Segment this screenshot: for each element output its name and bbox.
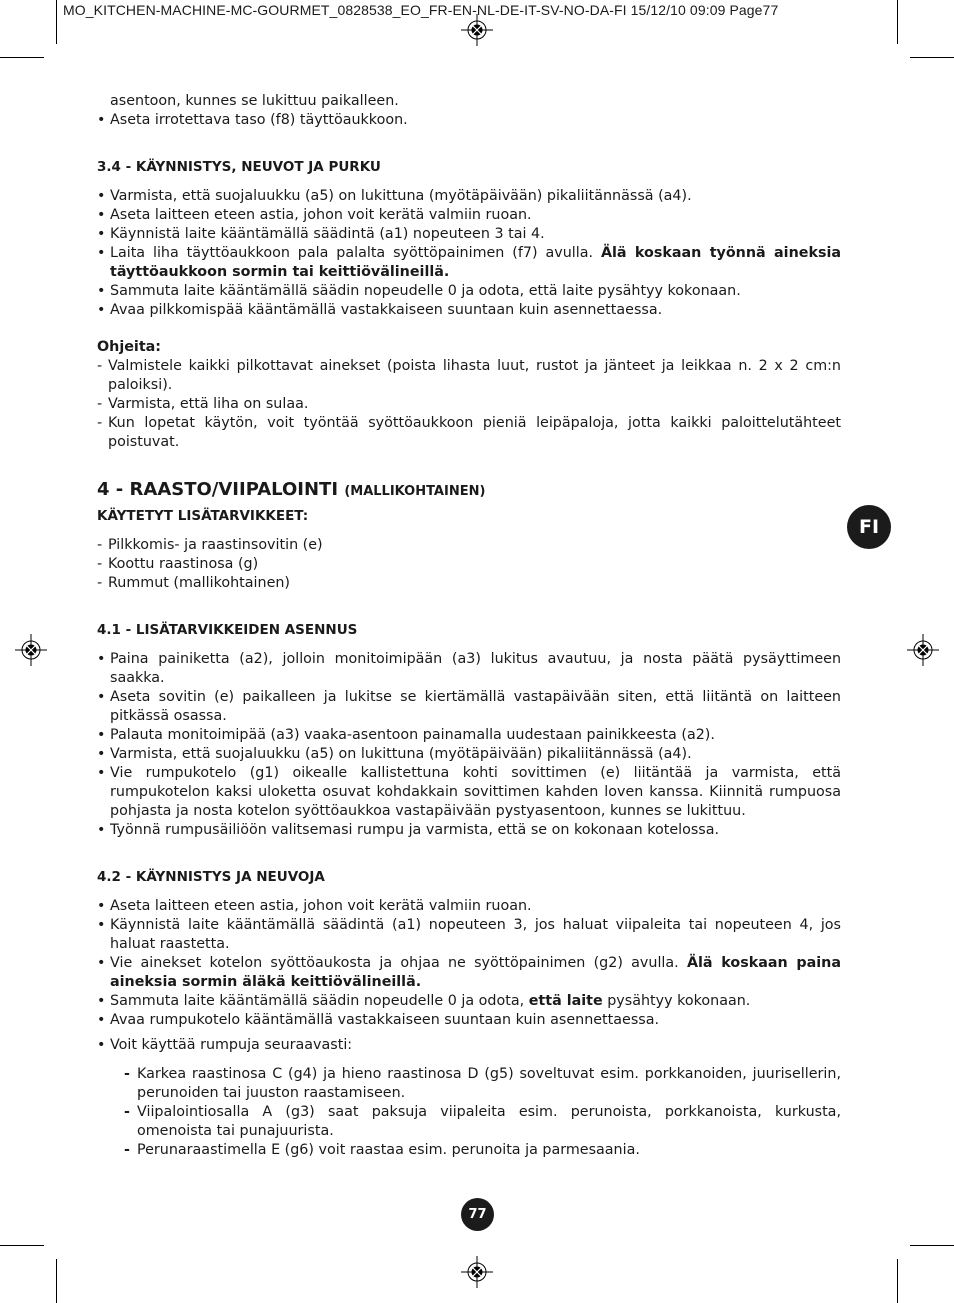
section-title: 4.1 - LISÄTARVIKKEIDEN ASENNUS xyxy=(97,622,358,638)
crop-mark xyxy=(56,0,57,44)
list-item: - Karkea raastinosa C (g4) ja hieno raastinosa D (g5) soveltuvat esim. porkkanoiden, juurisellerin, perunoiden tai juuston raastamiseen. xyxy=(124,1065,841,1103)
chapter-title-main: 4 - RAASTO/VIIPALOINTI xyxy=(97,479,339,500)
crop-mark xyxy=(0,57,44,58)
list-item: - Pilkkomis- ja raastinsovitin (e) xyxy=(97,536,841,555)
list-item xyxy=(97,954,841,992)
list-item xyxy=(97,992,841,1011)
list-item: • Voit käyttää rumpuja seuraavasti: xyxy=(97,1036,841,1055)
list-item: • Aseta irrotettava taso (f8) täyttöaukkoon. xyxy=(97,111,841,130)
accessories-list xyxy=(97,536,841,593)
registration-mark-icon xyxy=(907,634,939,666)
section-title: 3.4 - KÄYNNISTYS, NEUVOT JA PURKU xyxy=(97,159,381,175)
emphasis-text: että laite xyxy=(528,993,603,1009)
list-item-text: Vie ainekset kotelon syöttöaukosta ja ohjaa ne syöttöpainimen (g2) avulla. xyxy=(110,955,687,971)
list-item: • Aseta laitteen eteen astia, johon voit kerätä valmiin ruoan. xyxy=(97,206,841,225)
tips-title: Ohjeita: xyxy=(97,339,162,355)
list-item: • Työnnä rumpusäiliöön valitsemasi rumpu ja varmista, että se on kokonaan kotelossa. xyxy=(97,821,841,840)
crop-mark xyxy=(910,1245,954,1246)
crop-mark xyxy=(897,0,898,44)
list-item: • Sammuta laite kääntämällä säädin nopeudelle 0 ja odota, että laite pysähtyy kokonaan. xyxy=(97,282,841,301)
intro-list xyxy=(97,111,841,130)
chapter-title xyxy=(97,480,841,501)
list-item: - Koottu raastinosa (g) xyxy=(97,555,841,574)
tips-list xyxy=(97,357,841,452)
list-item-text: Sammuta laite kääntämällä säädin nopeudelle 0 ja odota, xyxy=(110,993,529,1009)
list-item: • Vie rumpukotelo (g1) oikealle kallistettuna kohti sovittimen (e) liitäntää ja varmista, että rumpukotelon kaksi ulokettа osuvat kohdakkain sovittimen kahden loven kanssa. Kiinnitä rumpuosa pohjasta ja nosta kotelon syöttöaukkoa vastapäivään pystyasentoon, kunnes se lukittuu. xyxy=(97,764,841,821)
document-body xyxy=(97,92,841,1160)
list-item xyxy=(97,244,841,282)
list-item: • Aseta sovitin (e) paikalleen ja lukitse se kiertämällä vastapäivään siten, että liitäntä on laitteen pitkässä osassa. xyxy=(97,688,841,726)
list-item: - Kun lopetat käytön, voit työntää syöttöaukkoon pieniä leipäpaloja, jotta kaikki paloittelutähteet poistuvat. xyxy=(97,414,841,452)
list-item: • Käynnistä laite kääntämällä säädintä (a1) nopeuteen 3 tai 4. xyxy=(97,225,841,244)
crop-mark xyxy=(0,1245,44,1246)
registration-mark-icon xyxy=(461,1256,493,1288)
print-slug: MO_KITCHEN-MACHINE-MC-GOURMET_0828538_EO_FR-EN-NL-DE-IT-SV-NO-DA-FI 15/12/10 09:09 Page77 xyxy=(63,2,779,18)
list-item: - Rummut (mallikohtainen) xyxy=(97,574,841,593)
crop-mark xyxy=(56,1259,57,1303)
section-4-2-list xyxy=(97,897,841,1030)
section-title: 4.2 - KÄYNNISTYS JA NEUVOJA xyxy=(97,869,325,885)
list-item-text: Laita liha täyttöaukkoon pala palalta syöttöpainimen (f7) avulla. xyxy=(110,245,601,261)
language-badge: FI xyxy=(847,505,891,549)
accessories-title: KÄYTETYT LISÄTARVIKKEET: xyxy=(97,508,309,524)
list-item: - Viipalointiosalla A (g3) saat paksuja viipaleita esim. perunoista, porkkanoista, kurkusta, omenoista tai punajuurista. xyxy=(124,1103,841,1141)
warning-text: Älä koskaan työnnä aineksia täyttöaukkoon sormin tai keittiövälineillä. xyxy=(110,245,842,280)
usage-list xyxy=(97,1065,841,1160)
section-3-4-list xyxy=(97,187,841,320)
list-item: • Varmista, että suojaluukku (a5) on lukittuna (myötäpäivään) pikaliitännässä (a4). xyxy=(97,745,841,764)
warning-text: Älä koskaan paina aineksia sormin äläkä keittiövälineillä. xyxy=(110,955,841,990)
list-item: - Perunaraastimella E (g6) voit raastaa esim. perunoita ja parmesaania. xyxy=(124,1141,841,1160)
page-number: 77 xyxy=(461,1198,494,1231)
section-4-1-list xyxy=(97,650,841,840)
list-item: • Avaa rumpukotelo kääntämällä vastakkaiseen suuntaan kuin asennettaessa. xyxy=(97,1011,841,1030)
list-item: - Valmistele kaikki pilkottavat ainekset (poista lihasta luut, rustot ja jänteet ja leikkaa n. 2 x 2 cm:n paloiksi). xyxy=(97,357,841,395)
list-item: • Palauta monitoimipää (a3) vaaka-asentoon painamalla uudestaan painikkeesta (a2). xyxy=(97,726,841,745)
list-item: • Paina painiketta (a2), jolloin monitoimipään (a3) lukitus avautuu, ja nosta päätä pysäyttimeen saakka. xyxy=(97,650,841,688)
registration-mark-icon xyxy=(461,14,493,46)
list-item: • Aseta laitteen eteen astia, johon voit kerätä valmiin ruoan. xyxy=(97,897,841,916)
list-item-text: pysähtyy kokonaan. xyxy=(602,993,751,1009)
continuation-text: asentoon, kunnes se lukittuu paikalleen. xyxy=(110,93,399,109)
list-item: • Varmista, että suojaluukku (a5) on lukittuna (myötäpäivään) pikaliitännässä (a4). xyxy=(97,187,841,206)
list-item: • Avaa pilkkomispää kääntämällä vastakkaiseen suuntaan kuin asennettaessa. xyxy=(97,301,841,320)
chapter-title-suffix: (MALLIKOHTAINEN) xyxy=(344,484,486,499)
list-item: - Varmista, että liha on sulaa. xyxy=(97,395,841,414)
crop-mark xyxy=(910,57,954,58)
usage-intro-list xyxy=(97,1036,841,1055)
crop-mark xyxy=(897,1259,898,1303)
registration-mark-icon xyxy=(15,634,47,666)
list-item: • Käynnistä laite kääntämällä säädintä (a1) nopeuteen 3, jos haluat viipaleita tai nopeuteen 4, jos haluat raastetta. xyxy=(97,916,841,954)
